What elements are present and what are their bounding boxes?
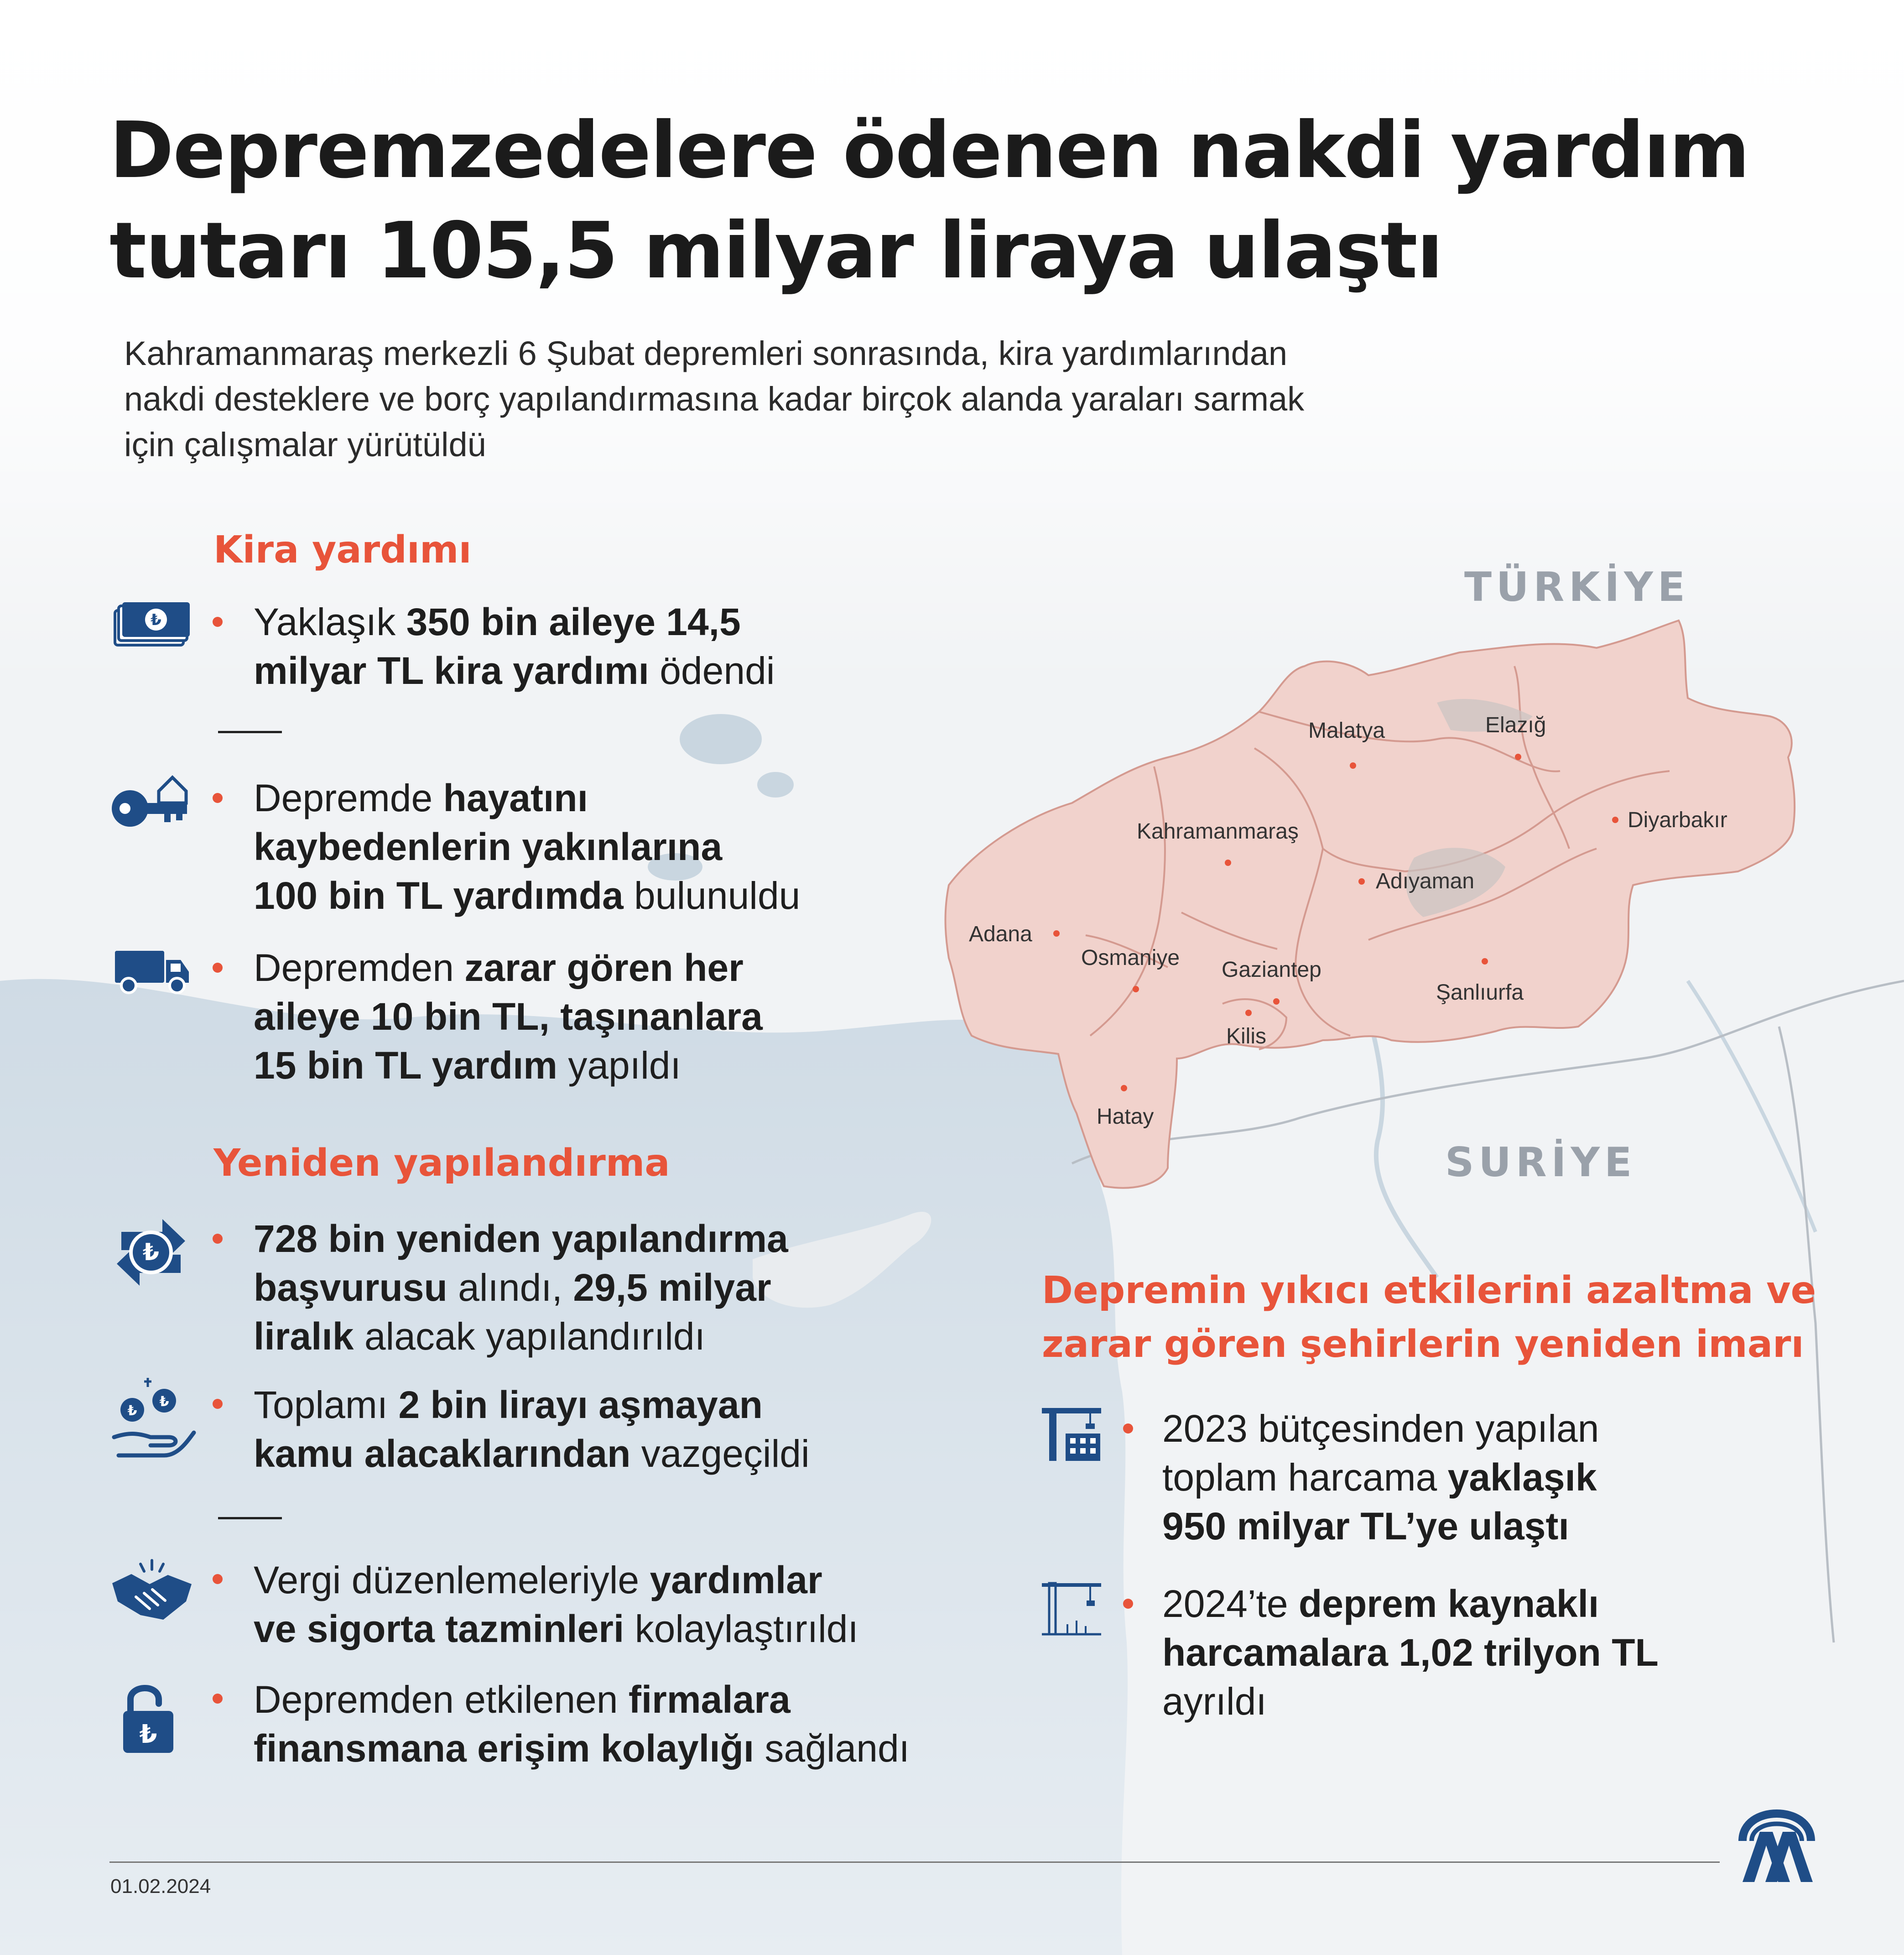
truck-icon xyxy=(113,949,191,995)
bold-text: hayatını xyxy=(443,777,588,819)
text: Yaklaşık xyxy=(254,600,406,643)
list-item-yapilandirma-2 xyxy=(254,1381,810,1478)
svg-text:₺: ₺ xyxy=(127,1403,137,1419)
bullet xyxy=(1123,1599,1133,1609)
subtitle xyxy=(124,331,1304,468)
list-item-yapilandirma-3 xyxy=(254,1556,858,1653)
date-label: 01.02.2024 xyxy=(110,1875,211,1898)
city-label-kahramanmaras: Kahramanmaraş xyxy=(1137,819,1299,844)
item-text-line xyxy=(1162,1580,1659,1628)
divider xyxy=(218,1517,282,1519)
text: ödendi xyxy=(649,649,775,692)
list-item-kira-2 xyxy=(254,774,800,920)
item-text-line xyxy=(1162,1677,1659,1726)
city-label-sanliurfa: Şanlıurfa xyxy=(1436,980,1524,1005)
bold-text: 100 bin TL yardımda xyxy=(254,874,624,917)
city-label-gaziantep: Gaziantep xyxy=(1222,958,1321,982)
title-line-1: Depremzedelere ödenen nakdi yardım xyxy=(109,105,1749,196)
bold-text: liralık xyxy=(254,1315,354,1358)
city-label-kilis: Kilis xyxy=(1226,1024,1267,1048)
text: Depremden etkilenen xyxy=(254,1678,629,1721)
svg-text:₺: ₺ xyxy=(139,1720,157,1749)
country-label-turkey: TÜRKİYE xyxy=(1464,563,1690,610)
bold-text: 2 bin lirayı aşmayan xyxy=(398,1383,763,1426)
text: bulunuldu xyxy=(623,874,801,917)
bullet xyxy=(213,1574,223,1584)
bullet xyxy=(213,1694,223,1704)
item-text-line xyxy=(254,1605,858,1653)
money-bills-icon xyxy=(113,601,191,647)
item-text-line xyxy=(254,944,763,992)
unlocked-lira-icon xyxy=(121,1679,181,1757)
list-item-kira-1 xyxy=(254,598,775,695)
text: Toplamı xyxy=(254,1383,399,1426)
title-line-2: tutarı 105,5 milyar liraya ulaştı xyxy=(109,206,1443,296)
crane-outline-icon xyxy=(1040,1579,1104,1638)
house-key-icon xyxy=(109,771,192,830)
bullet xyxy=(213,1399,223,1409)
text: vazgeçildi xyxy=(630,1432,810,1475)
city-label-adiyaman: Adıyaman xyxy=(1376,869,1475,893)
item-text-line xyxy=(1162,1628,1659,1677)
bold-text: finansmana erişim kolaylığı xyxy=(254,1727,754,1770)
bold-text: başvurusu xyxy=(254,1266,447,1309)
svg-text:₺: ₺ xyxy=(142,1239,160,1266)
bullet xyxy=(213,1234,223,1244)
item-text-line xyxy=(1162,1502,1599,1551)
text: 2024’te xyxy=(1162,1582,1299,1625)
list-item-yapilandirma-1 xyxy=(254,1215,788,1361)
text: 2023 bütçesinden yapılan xyxy=(1162,1407,1599,1450)
bold-text: 350 bin aileye 14,5 xyxy=(406,600,741,643)
item-text-line xyxy=(254,1675,910,1724)
bullet xyxy=(213,793,223,803)
city-label-elazig: Elazığ xyxy=(1485,713,1546,737)
city-label-adana: Adana xyxy=(969,922,1032,946)
svg-text:₺: ₺ xyxy=(159,1394,169,1410)
list-item-kira-3 xyxy=(254,944,763,1090)
text: Vergi düzenlemeleriyle xyxy=(254,1559,650,1601)
section-heading-yapilandirma: Yeniden yapılandırma xyxy=(213,1142,670,1185)
list-item-imar-1 xyxy=(1162,1404,1599,1551)
page-title xyxy=(109,100,1749,301)
bold-text: ve sigorta tazminleri xyxy=(254,1607,624,1650)
item-text-line xyxy=(254,1724,910,1773)
bold-text: yaklaşık xyxy=(1447,1456,1597,1499)
text: ayrıldı xyxy=(1162,1680,1267,1723)
item-text-line xyxy=(254,1556,858,1605)
bold-text: kamu alacaklarından xyxy=(254,1432,631,1475)
hand-coins-icon xyxy=(109,1373,196,1460)
bold-text: harcamalara 1,02 trilyon TL xyxy=(1162,1631,1659,1674)
list-item-yapilandirma-4 xyxy=(254,1675,910,1773)
text: sağlandı xyxy=(754,1727,910,1770)
section-heading-imar-line-2: zarar gören şehirlerin yeniden imarı xyxy=(1042,1323,1804,1366)
subtitle-line-2: nakdi desteklere ve borç yapılandırmasına kadar birçok alanda yaraları sarmak xyxy=(124,380,1305,418)
bold-text: firmalara xyxy=(628,1678,791,1721)
lira-exchange-icon xyxy=(112,1214,190,1291)
item-text-line xyxy=(254,1429,810,1478)
country-label-syria: SURİYE xyxy=(1445,1139,1637,1186)
bullet xyxy=(213,617,223,627)
bold-text: 728 bin yeniden yapılandırma xyxy=(254,1217,788,1260)
bold-text: kaybedenlerin yakınlarına xyxy=(254,825,723,868)
aa-logo xyxy=(1738,1786,1816,1887)
item-text-line xyxy=(254,598,775,646)
city-label-osmaniye: Osmaniye xyxy=(1081,946,1180,970)
divider xyxy=(218,731,282,733)
item-text-line xyxy=(254,871,800,920)
construction-crane-icon xyxy=(1040,1403,1104,1463)
text: kolaylaştırıldı xyxy=(624,1607,858,1650)
item-text-line xyxy=(254,1312,788,1361)
item-text-line xyxy=(254,992,763,1041)
text: alındı, xyxy=(447,1266,573,1309)
section-heading-imar xyxy=(1042,1264,1816,1371)
city-label-malatya: Malatya xyxy=(1308,719,1385,743)
bold-text: 29,5 milyar xyxy=(573,1266,771,1309)
text: Depremden xyxy=(254,946,465,989)
text: Depremde xyxy=(254,777,443,819)
section-heading-imar-line-1: Depremin yıkıcı etkilerini azaltma ve xyxy=(1042,1269,1816,1312)
text: toplam harcama xyxy=(1162,1456,1448,1499)
bold-text: 950 milyar TL’ye ulaştı xyxy=(1162,1505,1569,1548)
item-text-line xyxy=(254,823,800,871)
subtitle-line-1: Kahramanmaraş merkezli 6 Şubat depremleri sonrasında, kira yardımlarından xyxy=(124,334,1288,372)
item-text-line xyxy=(254,1263,788,1312)
text: yapıldı xyxy=(557,1044,681,1087)
section-heading-kira: Kira yardımı xyxy=(213,528,472,572)
bold-text: 15 bin TL yardım xyxy=(254,1044,557,1087)
item-text-line xyxy=(254,1041,763,1090)
city-label-diyarbakir: Diyarbakır xyxy=(1628,808,1727,832)
bold-text: zarar gören her xyxy=(464,946,744,989)
bullet xyxy=(213,963,223,973)
item-text-line xyxy=(1162,1453,1599,1502)
item-text-line xyxy=(254,646,775,695)
city-label-hatay: Hatay xyxy=(1097,1105,1154,1129)
footer-divider xyxy=(109,1861,1720,1863)
text: alacak yapılandırıldı xyxy=(354,1315,705,1358)
bold-text: milyar TL kira yardımı xyxy=(254,649,649,692)
bold-text: deprem kaynaklı xyxy=(1298,1582,1599,1625)
handshake-icon xyxy=(109,1551,195,1624)
item-text-line xyxy=(254,1381,810,1429)
item-text-line xyxy=(254,1215,788,1263)
bold-text: aileye 10 bin TL, taşınanlara xyxy=(254,995,763,1038)
svg-text:₺: ₺ xyxy=(151,611,161,629)
list-item-imar-2 xyxy=(1162,1580,1659,1726)
item-text-line xyxy=(1162,1404,1599,1453)
bold-text: yardımlar xyxy=(650,1559,822,1601)
bullet xyxy=(1123,1423,1133,1434)
subtitle-line-3: için çalışmalar yürütüldü xyxy=(124,426,486,464)
item-text-line xyxy=(254,774,800,823)
